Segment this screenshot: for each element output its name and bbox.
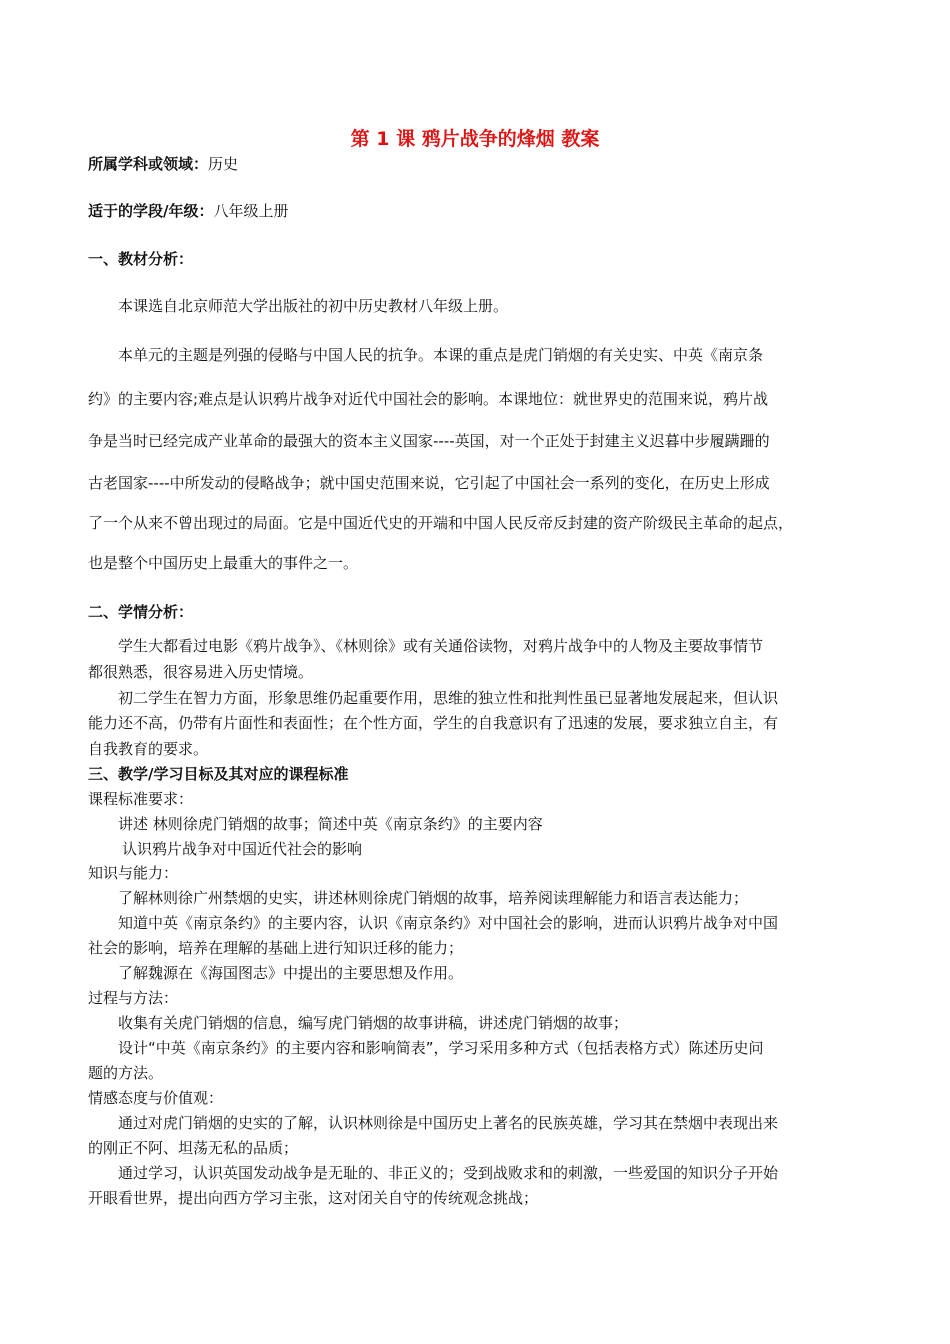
section1-paragraph2-line: 也是整个中国历史上最重大的事件之一。 — [88, 554, 359, 572]
standards-label: 课程标准要求： — [88, 790, 194, 808]
knowledge-ability-line: 了解魏源在《海国图志》中提出的主要思想及作用。 — [118, 964, 464, 982]
document-title: 第 1 课 鸦片战争的烽烟 教案 — [350, 128, 600, 150]
section2-line: 能力还不高，仍带有片面性和表面性；在个性方面，学生的自我意识有了迅速的发展，要求独立自主，有 — [88, 714, 779, 732]
section1-paragraph1: 本课选自北京师范大学出版社的初中历史教材八年级上册。 — [118, 297, 509, 315]
section2-line: 初二学生在智力方面，形象思维仍起重要作用，思维的独立性和批判性虽已显著地发展起来，但认识 — [118, 689, 779, 707]
process-method-label: 过程与方法： — [88, 989, 179, 1007]
knowledge-ability-label: 知识与能力： — [88, 864, 179, 882]
standards-line: 讲述 林则徐虎门销烟的故事；简述中英《南京条约》的主要内容 — [118, 815, 543, 833]
subject-label: 所属学科或领域： — [88, 155, 209, 173]
process-method-line: 收集有关虎门销烟的信息，编写虎门销烟的故事讲稿，讲述虎门销烟的故事； — [118, 1014, 629, 1032]
knowledge-ability-line: 了解林则徐广州禁烟的史实，讲述林则徐虎门销烟的故事，培养阅读理解能力和语言表达能力； — [118, 889, 749, 907]
emotion-values-label: 情感态度与价值观： — [88, 1089, 224, 1107]
standards-line: 认识鸦片战争对中国近代社会的影响 — [122, 840, 363, 858]
section2-line: 学生大都看过电影《鸦片战争》、《林则徐》或有关通俗读物，对鸦片战争中的人物及主要故事情节 — [118, 637, 764, 655]
section1-paragraph2-line: 争是当时已经完成产业革命的最强大的资本主义国家----英国，对一个正处于封建主义迟暮中步履蹒跚的 — [88, 432, 770, 450]
grade-line — [88, 201, 289, 221]
grade-value: 八年级上册 — [213, 202, 289, 220]
emotion-values-line: 的刚正不阿、坦荡无私的品质； — [88, 1139, 299, 1157]
subject-line — [88, 154, 238, 174]
section1-paragraph2-line: 约》的主要内容;难点是认识鸦片战争对近代中国社会的影响。本课地位：就世界史的范围来说，鸦片战 — [88, 390, 769, 408]
section1-paragraph2-line: 了一个从来不曾出现过的局面。它是中国近代史的开端和中国人民反帝反封建的资产阶级民主革命的起点， — [88, 514, 794, 532]
section2-line: 自我教育的要求。 — [88, 740, 209, 758]
emotion-values-line: 通过学习，认识英国发动战争是无耻的、非正义的；受到战败求和的刺激，一些爱国的知识分子开始 — [118, 1164, 779, 1182]
process-method-line: 题的方法。 — [88, 1064, 164, 1082]
knowledge-ability-line: 社会的影响，培养在理解的基础上进行知识迁移的能力； — [88, 939, 464, 957]
section1-heading: 一、教材分析： — [88, 250, 194, 268]
process-method-line: 设计“中英《南京条约》的主要内容和影响简表”，学习采用多种方式（包括表格方式）陈述历史问 — [118, 1039, 764, 1057]
knowledge-ability-line: 知道中英《南京条约》的主要内容，认识《南京条约》对中国社会的影响，进而认识鸦片战争对中国 — [118, 914, 779, 932]
section3-heading: 三、教学/学习目标及其对应的课程标准 — [88, 765, 349, 783]
section1-paragraph2-line: 本单元的主题是列强的侵略与中国人民的抗争。本课的重点是虎门销烟的有关史实、中英《南京条 — [118, 346, 764, 364]
emotion-values-line: 通过对虎门销烟的史实的了解，认识林则徐是中国历史上著名的民族英雄，学习其在禁烟中表现出来 — [118, 1114, 779, 1132]
section2-line: 都很熟悉，很容易进入历史情境。 — [88, 663, 314, 681]
subject-value: 历史 — [208, 155, 239, 173]
section1-paragraph2-line: 古老国家----中所发动的侵略战争；就中国史范围来说，它引起了中国社会一系列的变化，在历史上形成 — [88, 474, 770, 492]
emotion-values-line: 开眼看世界，提出向西方学习主张，这对闭关自守的传统观念挑战； — [88, 1189, 539, 1207]
grade-label: 适于的学段/年级： — [88, 202, 214, 220]
section2-heading: 二、学情分析： — [88, 603, 194, 621]
